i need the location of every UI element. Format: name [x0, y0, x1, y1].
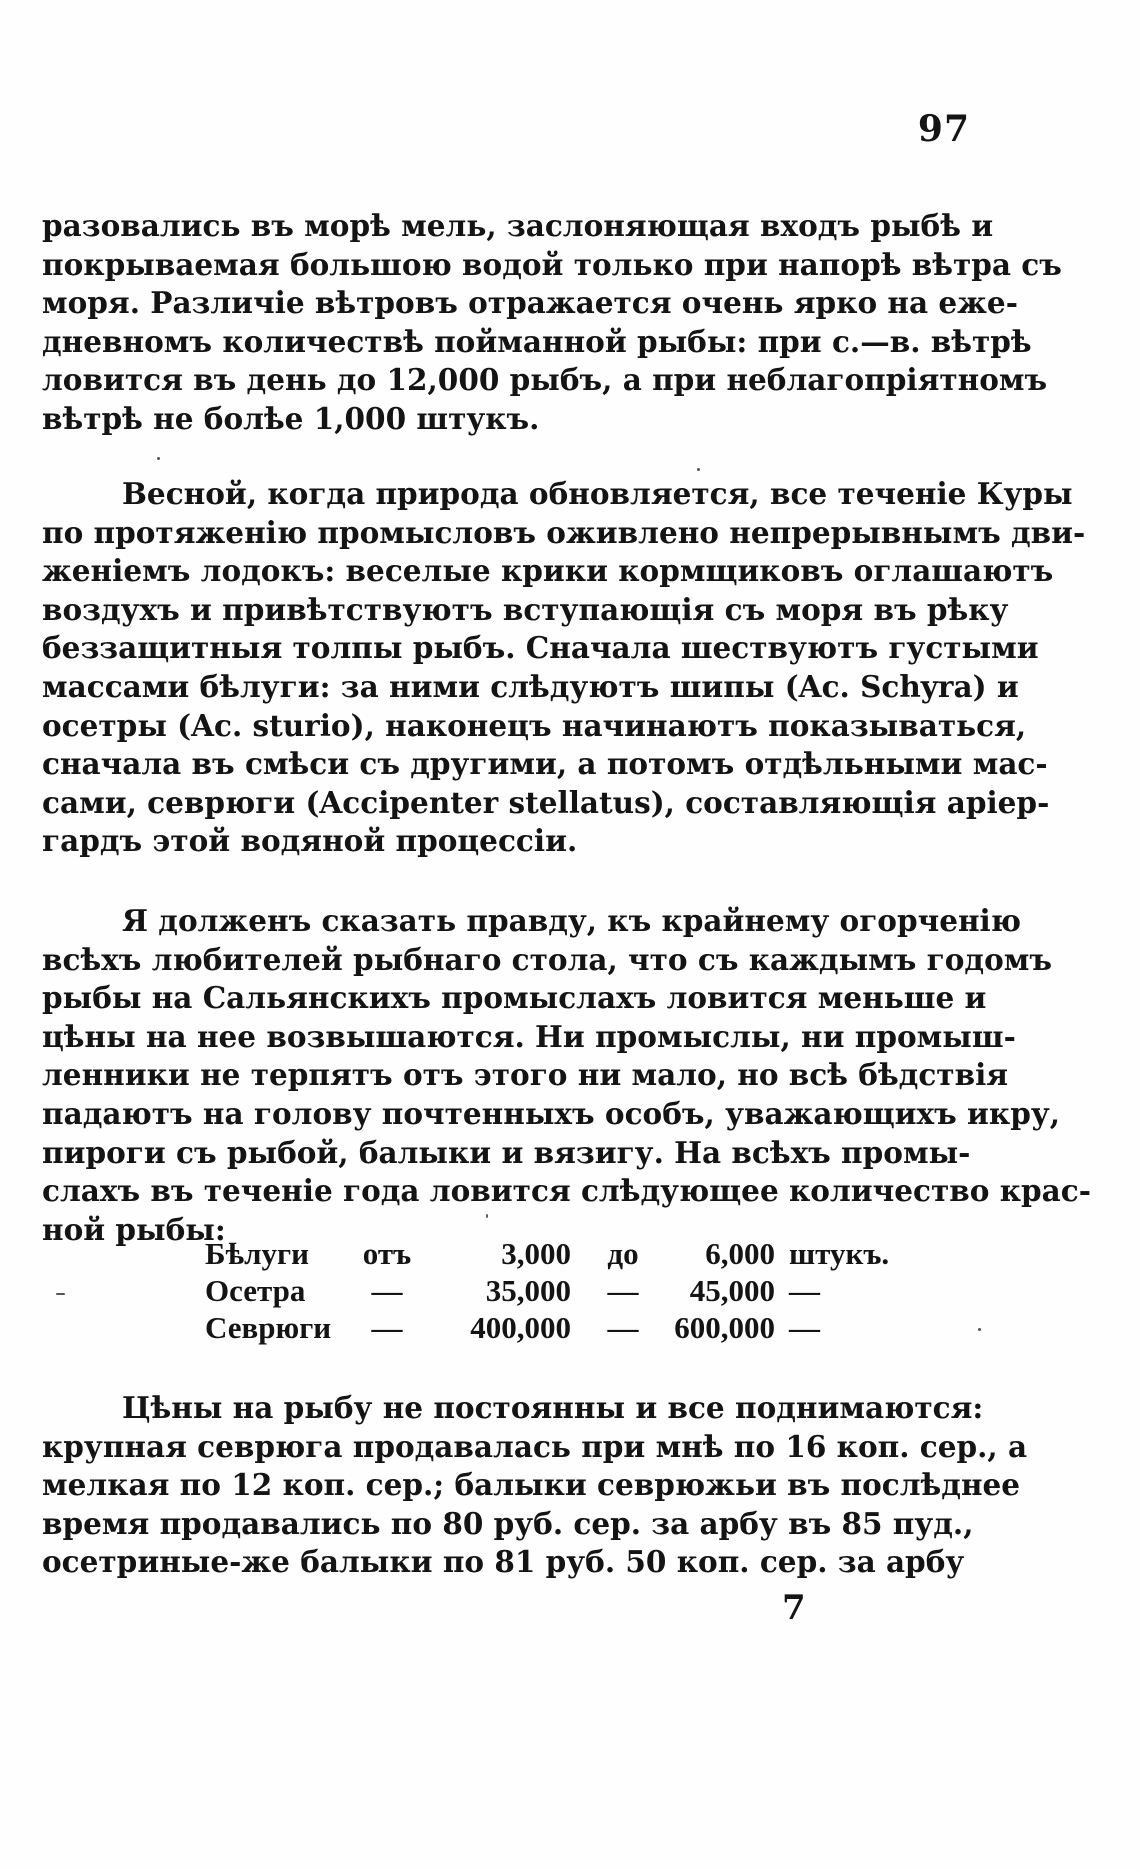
text-line: Я долженъ сказать правду, къ крайнему огорченію: [122, 903, 1022, 938]
text-line: по протяженію промысловъ оживлено непрерывнымъ дви-: [42, 514, 1086, 550]
text-line: покрываемая большою водой только при напорѣ вѣтра съ: [42, 246, 1062, 282]
text-line: падаютъ на голову почтенныхъ особъ, уважающихъ икру,: [42, 1095, 1060, 1131]
text-line: гардъ этой водяной процессіи.: [42, 823, 578, 859]
range-from-word: —: [371, 1273, 403, 1308]
fish-name: Севрюги: [205, 1310, 332, 1345]
text-line: воздухъ и привѣтствуютъ вступающія съ моря въ рѣку: [42, 591, 1009, 627]
text-line: массами бѣлуги: за ними слѣдуютъ шипы (Ac. Schyra) и: [42, 668, 1019, 704]
scan-speck: [697, 468, 700, 471]
text-line: время продавались по 80 руб. сер. за арбу въ 85 пуд.,: [42, 1505, 974, 1541]
scan-speck: [978, 1328, 981, 1331]
text-line: Цѣны на рыбу не постоянны и все поднимаются:: [122, 1390, 984, 1425]
text-line: сами, севрюги (Accipenter stellatus), составляющія аріер-: [42, 784, 1050, 820]
unit: —: [789, 1310, 820, 1345]
paragraph-1: [42, 207, 1062, 439]
text-line: ловится въ день до 12,000 рыбъ, а при неблагопріятномъ: [42, 362, 1048, 398]
page-number: 97: [917, 108, 970, 150]
paragraph-2: [42, 475, 1086, 861]
text-line: крупная севрюга продавалась при мнѣ по 16 коп. сер., а: [42, 1428, 1028, 1464]
range-from-word: отъ: [362, 1236, 412, 1271]
paragraph-3: [42, 902, 1091, 1249]
signature-mark: 7: [782, 1588, 806, 1628]
range-from-word: —: [371, 1310, 403, 1345]
text-line: беззащитныя толпы рыбъ. Сначала шествуютъ густыми: [42, 630, 1039, 666]
range-min: 35,000: [485, 1273, 571, 1308]
text-line: мелкая по 12 коп. сер.; балыки севрюжьи въ послѣднее: [42, 1467, 1021, 1503]
text-line: пироги съ рыбой, балыки и вязигу. На всѣхъ промы-: [42, 1134, 971, 1170]
text-line: рыбы на Сальянскихъ промыслахъ ловится меньше и: [42, 980, 987, 1016]
range-min: 400,000: [470, 1310, 571, 1345]
scan-speck: [157, 457, 160, 460]
text-line: сначала въ смѣси съ другими, а потомъ отдѣльными мас-: [42, 746, 1048, 782]
text-line: разовались въ морѣ мель, заслоняющая входъ рыбѣ и: [42, 208, 994, 243]
text-line: слахъ въ теченіе года ловится слѣдующее количество крас-: [42, 1173, 1091, 1209]
paragraph-4: [42, 1389, 1028, 1582]
table-row: [205, 1309, 909, 1346]
unit: штукъ.: [789, 1236, 890, 1271]
range-max: 600,000: [674, 1310, 775, 1345]
fish-name: Осетра: [205, 1273, 306, 1308]
scan-speck: [486, 1214, 488, 1218]
text-line: Весной, когда природа обновляется, все теченіе Куры: [122, 476, 1073, 511]
range-max: 45,000: [689, 1273, 775, 1308]
unit: —: [789, 1273, 820, 1308]
text-line: вѣтрѣ не болѣе 1,000 штукъ.: [42, 400, 540, 436]
scan-speck: [56, 1293, 65, 1295]
text-line: женіемъ лодокъ: веселые крики кормщиковъ оглашаютъ: [42, 553, 1054, 589]
text-line: всѣхъ любителей рыбнаго стола, что съ каждымъ годомъ: [42, 941, 1053, 977]
table-row: [205, 1272, 909, 1309]
text-line: моря. Различіе вѣтровъ отражается очень ярко на еже-: [42, 285, 1018, 321]
range-to-word: до: [607, 1236, 639, 1271]
fish-name: Бѣлуги: [205, 1236, 309, 1271]
fish-catch-table: [205, 1235, 909, 1346]
text-line: цѣны на нее возвышаются. Ни промыслы, ни промыш-: [42, 1018, 1016, 1054]
text-line: ленники не терпятъ отъ этого ни мало, но всѣ бѣдствія: [42, 1057, 1009, 1093]
range-min: 3,000: [501, 1236, 571, 1271]
text-line: осетры (Ac. sturio), наконецъ начинаютъ показываться,: [42, 707, 1027, 743]
text-line: ной рыбы:: [42, 1211, 226, 1247]
text-line: осетриные-же балыки по 81 руб. 50 коп. сер. за арбу: [42, 1544, 965, 1580]
table-row: [205, 1235, 909, 1272]
range-to-word: —: [607, 1310, 639, 1345]
text-line: дневномъ количествѣ пойманной рыбы: при с.—в. вѣтрѣ: [42, 323, 1032, 359]
range-to-word: —: [607, 1273, 639, 1308]
range-max: 6,000: [705, 1236, 775, 1271]
